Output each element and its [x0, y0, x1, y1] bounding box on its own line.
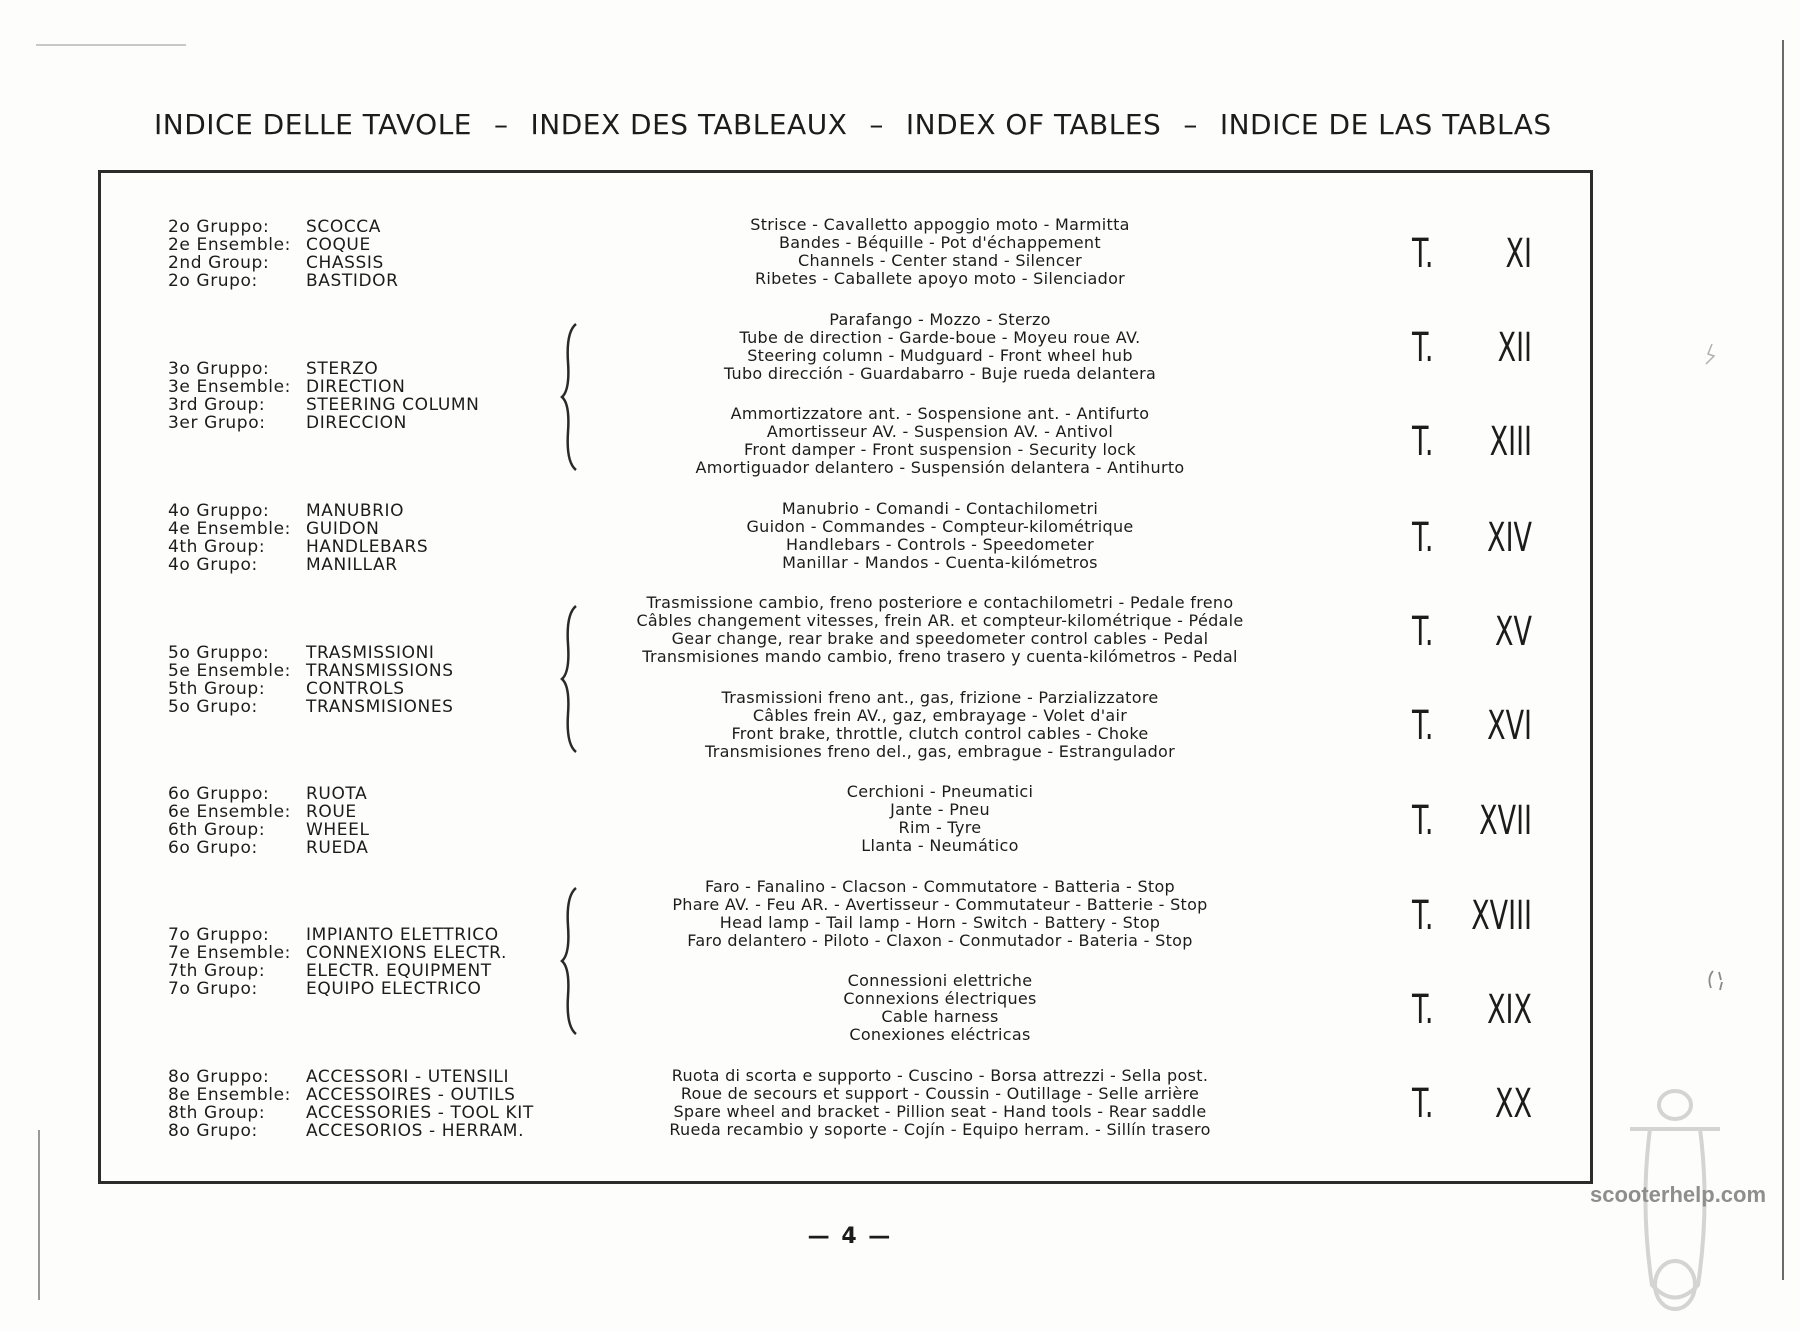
table-prefix: T. — [1412, 419, 1434, 465]
group-label: 4o Grupo: — [168, 555, 258, 575]
group-label: 3er Grupo: — [168, 413, 266, 433]
description-line: Trasmissione cambio, freno posteriore e contachilometri - Pedale freno — [646, 593, 1234, 612]
group-label: 7th Group: — [168, 961, 266, 981]
table-roman: XI — [1505, 231, 1532, 277]
group-label: 6o Gruppo: — [168, 784, 270, 804]
description-line: Spare wheel and bracket - Pillion seat - Hand tools - Rear saddle — [673, 1102, 1207, 1121]
group-line — [168, 785, 370, 803]
table-number-xix — [1412, 987, 1532, 1033]
table-prefix: T. — [1412, 231, 1434, 277]
group-label: 8th Group: — [168, 1103, 266, 1123]
description-line: Manubrio - Comandi - Contachilometri — [781, 499, 1099, 518]
watermark: scooterhelp.com — [1590, 1182, 1767, 1207]
group-8 — [168, 1068, 534, 1140]
group-label: 8o Grupo: — [168, 1121, 258, 1141]
table-description-xv — [580, 594, 1300, 666]
group-line — [168, 680, 454, 698]
description-line: Strisce - Cavalletto appoggio moto - Marmitta — [750, 215, 1130, 234]
group-line — [168, 378, 479, 396]
description-line: Ribetes - Caballete apoyo moto - Silenciador — [754, 269, 1126, 288]
group-label: 7e Ensemble: — [168, 943, 291, 963]
group-4 — [168, 502, 428, 574]
group-name: SCOCCA — [306, 217, 382, 237]
table-roman: XVII — [1479, 798, 1532, 844]
page-number: — 4 — — [807, 1224, 893, 1249]
group-label: 5e Ensemble: — [168, 661, 291, 681]
group-name: WHEEL — [306, 820, 370, 840]
description-line: Bandes - Béquille - Pot d'échappement — [779, 233, 1101, 252]
table-roman: XVIII — [1471, 893, 1532, 939]
group-line — [168, 662, 454, 680]
group-line — [168, 360, 479, 378]
group-line — [168, 644, 454, 662]
description-line: Parafango - Mozzo - Sterzo — [829, 310, 1051, 329]
group-name: STEERING COLUMN — [306, 395, 480, 415]
group-label: 6o Grupo: — [168, 838, 258, 858]
description-line: Llanta - Neumático — [861, 836, 1019, 855]
group-line — [168, 944, 507, 962]
description-line: Rueda recambio y soporte - Cojín - Equipo herram. - Sillín trasero — [669, 1120, 1211, 1139]
group-name: GUIDON — [306, 519, 380, 539]
description-line: Cerchioni - Pneumatici — [846, 782, 1034, 801]
description-line: Câbles changement vitesses, frein AR. et compteur-kilométrique - Pédale — [636, 611, 1244, 630]
group-label: 4e Ensemble: — [168, 519, 291, 539]
group-line — [168, 254, 399, 272]
table-description-xx — [580, 1067, 1300, 1139]
table-prefix: T. — [1412, 703, 1434, 749]
group-label: 5o Gruppo: — [168, 643, 270, 663]
group-line — [168, 698, 454, 716]
group-label: 4o Gruppo: — [168, 501, 270, 521]
group-line — [168, 980, 507, 998]
description-line: Ammortizzatore ant. - Sospensione ant. - Antifurto — [730, 404, 1150, 423]
group-name: STERZO — [306, 359, 379, 379]
description-line: Phare AV. - Feu AR. - Avertisseur - Commutateur - Batterie - Stop — [672, 895, 1208, 914]
group-name: EQUIPO ELECTRICO — [306, 979, 482, 999]
group-label: 4th Group: — [168, 537, 266, 557]
description-line: Ruota di scorta e supporto - Cuscino - Borsa attrezzi - Sella post. — [671, 1066, 1209, 1085]
group-label: 2nd Group: — [168, 253, 270, 273]
table-description-xiii — [580, 405, 1300, 477]
table-prefix: T. — [1412, 893, 1434, 939]
group-name: ACCESSORI - UTENSILI — [306, 1067, 510, 1087]
group-name: MANILLAR — [306, 555, 398, 575]
group-line — [168, 926, 507, 944]
description-line: Steering column - Mudguard - Front wheel hub — [747, 346, 1133, 365]
table-number-xii — [1412, 325, 1532, 371]
group-line — [168, 520, 428, 538]
table-description-xviii — [580, 878, 1300, 950]
title-italian: INDICE DELLE TAVOLE — [154, 108, 472, 141]
title-separator: – — [1183, 108, 1198, 141]
table-number-xviii — [1412, 893, 1532, 939]
group-name: TRANSMISIONES — [306, 697, 454, 717]
table-roman: XIV — [1487, 515, 1532, 561]
description-line: Trasmissioni freno ant., gas, frizione - Parzializzatore — [721, 688, 1159, 707]
group-name: HANDLEBARS — [306, 537, 429, 557]
table-number-xvi — [1412, 703, 1532, 749]
group-label: 3rd Group: — [168, 395, 266, 415]
group-name: RUOTA — [306, 784, 368, 804]
scan-edge-right — [1782, 40, 1784, 1280]
group-label: 8e Ensemble: — [168, 1085, 291, 1105]
group-name: ELECTR. EQUIPMENT — [306, 961, 492, 981]
description-line: Connessioni elettriche — [847, 971, 1033, 990]
group-name: ACCESORIOS - HERRAM. — [306, 1121, 525, 1141]
title-separator: – — [494, 108, 509, 141]
description-line: Head lamp - Tail lamp - Horn - Switch - Battery - Stop — [719, 913, 1161, 932]
group-line — [168, 272, 399, 290]
group-name: ACCESSORIES - TOOL KIT — [306, 1103, 534, 1123]
description-line: Handlebars - Controls - Speedometer — [786, 535, 1094, 554]
table-number-xv — [1412, 609, 1532, 655]
table-description-xix — [580, 972, 1300, 1044]
group-line — [168, 1068, 534, 1086]
group-2 — [168, 218, 399, 290]
group-name: CONNEXIONS ELECTR. — [306, 943, 507, 963]
title-french: INDEX DES TABLEAUX — [530, 108, 848, 141]
description-line: Channels - Center stand - Silencer — [797, 251, 1082, 270]
group-label: 3e Ensemble: — [168, 377, 291, 397]
description-line: Roue de secours et support - Coussin - Outillage - Selle arrière — [680, 1084, 1200, 1103]
group-6 — [168, 785, 370, 857]
table-number-xvii — [1412, 798, 1532, 844]
description-line: Connexions électriques — [843, 989, 1037, 1008]
description-line: Gear change, rear brake and speedometer control cables - Pedal — [671, 629, 1209, 648]
description-line: Cable harness — [881, 1007, 999, 1026]
group-line — [168, 502, 428, 520]
group-name: DIRECCION — [306, 413, 407, 433]
group-line — [168, 414, 479, 432]
table-roman: XVI — [1487, 703, 1532, 749]
description-line: Faro - Fanalino - Clacson - Commutatore - Batteria - Stop — [704, 877, 1176, 896]
table-roman: XX — [1495, 1081, 1532, 1127]
group-name: COQUE — [306, 235, 371, 255]
group-name: IMPIANTO ELETTRICO — [306, 925, 499, 945]
group-line — [168, 218, 399, 236]
group-line — [168, 803, 370, 821]
description-line: Guidon - Commandes - Compteur-kilométrique — [746, 517, 1134, 536]
group-name: CONTROLS — [306, 679, 405, 699]
table-prefix: T. — [1412, 609, 1434, 655]
table-prefix: T. — [1412, 515, 1434, 561]
group-line — [168, 821, 370, 839]
description-line: Faro delantero - Piloto - Claxon - Conmutador - Bateria - Stop — [687, 931, 1193, 950]
group-line — [168, 1122, 534, 1140]
group-line — [168, 839, 370, 857]
group-label: 2e Ensemble: — [168, 235, 291, 255]
title-spanish: INDICE DE LAS TABLAS — [1219, 108, 1552, 141]
group-line — [168, 962, 507, 980]
table-description-xii — [580, 311, 1300, 383]
description-line: Front damper - Front suspension - Security lock — [744, 440, 1136, 459]
description-line: Conexiones eléctricas — [849, 1025, 1031, 1044]
page-title — [154, 108, 1554, 141]
group-5 — [168, 644, 454, 716]
description-line: Jante - Pneu — [890, 800, 990, 819]
table-prefix: T. — [1412, 987, 1434, 1033]
group-label: 6e Ensemble: — [168, 802, 291, 822]
group-name: ROUE — [306, 802, 357, 822]
table-roman: XII — [1497, 325, 1532, 371]
group-line — [168, 556, 428, 574]
group-name: CHASSIS — [306, 253, 384, 273]
description-line: Transmisiones mando cambio, freno trasero y cuenta-kilómetros - Pedal — [642, 647, 1238, 666]
description-line: Câbles frein AV., gaz, embrayage - Volet d'air — [752, 706, 1128, 725]
group-3 — [168, 360, 479, 432]
table-roman: XIII — [1489, 419, 1532, 465]
description-line: Rim - Tyre — [898, 818, 982, 837]
group-label: 3o Gruppo: — [168, 359, 270, 379]
group-line — [168, 1086, 534, 1104]
table-prefix: T. — [1412, 1081, 1434, 1127]
group-label: 5th Group: — [168, 679, 266, 699]
group-label: 6th Group: — [168, 820, 266, 840]
description-line: Amortiguador delantero - Suspensión delantera - Antihurto — [695, 458, 1185, 477]
description-line: Tube de direction - Garde-boue - Moyeu roue AV. — [739, 328, 1141, 347]
table-number-xiii — [1412, 419, 1532, 465]
title-separator: – — [869, 108, 884, 141]
scan-edge-top — [36, 44, 186, 46]
table-prefix: T. — [1412, 325, 1434, 371]
group-name: MANUBRIO — [306, 501, 405, 521]
scan-edge-left — [38, 1130, 40, 1300]
description-line: Manillar - Mandos - Cuenta-kilómetros — [782, 553, 1098, 572]
group-name: TRANSMISSIONS — [306, 661, 454, 681]
group-line — [168, 236, 399, 254]
group-name: TRASMISSIONI — [306, 643, 435, 663]
group-label: 8o Gruppo: — [168, 1067, 270, 1087]
description-line: Amortisseur AV. - Suspension AV. - Antivol — [766, 422, 1114, 441]
group-label: 5o Grupo: — [168, 697, 258, 717]
description-line: Tubo dirección - Guardabarro - Buje rueda delantera — [723, 364, 1157, 383]
scan-mark-icon — [1705, 968, 1725, 992]
table-description-xi — [580, 216, 1300, 288]
group-label: 2o Gruppo: — [168, 217, 270, 237]
table-roman: XIX — [1487, 987, 1532, 1033]
group-name: DIRECTION — [306, 377, 406, 397]
group-label: 7o Gruppo: — [168, 925, 270, 945]
group-name: BASTIDOR — [306, 271, 399, 291]
table-description-xiv — [580, 500, 1300, 572]
group-line — [168, 538, 428, 556]
group-line — [168, 396, 479, 414]
group-line — [168, 1104, 534, 1122]
description-line: Front brake, throttle, clutch control cables - Choke — [731, 724, 1149, 743]
table-description-xvi — [580, 689, 1300, 761]
scan-mark-icon — [1700, 342, 1720, 366]
table-description-xvii — [580, 783, 1300, 855]
group-7 — [168, 926, 507, 998]
table-roman: XV — [1495, 609, 1532, 655]
group-label: 7o Grupo: — [168, 979, 258, 999]
description-line: Transmisiones freno del., gas, embrague - Estrangulador — [704, 742, 1176, 761]
group-label: 2o Grupo: — [168, 271, 258, 291]
table-prefix: T. — [1412, 798, 1434, 844]
group-name: RUEDA — [306, 838, 369, 858]
group-name: ACCESSOIRES - OUTILS — [306, 1085, 516, 1105]
title-english: INDEX OF TABLES — [905, 108, 1162, 141]
table-number-xx — [1412, 1081, 1532, 1127]
table-number-xi — [1412, 231, 1532, 277]
table-number-xiv — [1412, 515, 1532, 561]
